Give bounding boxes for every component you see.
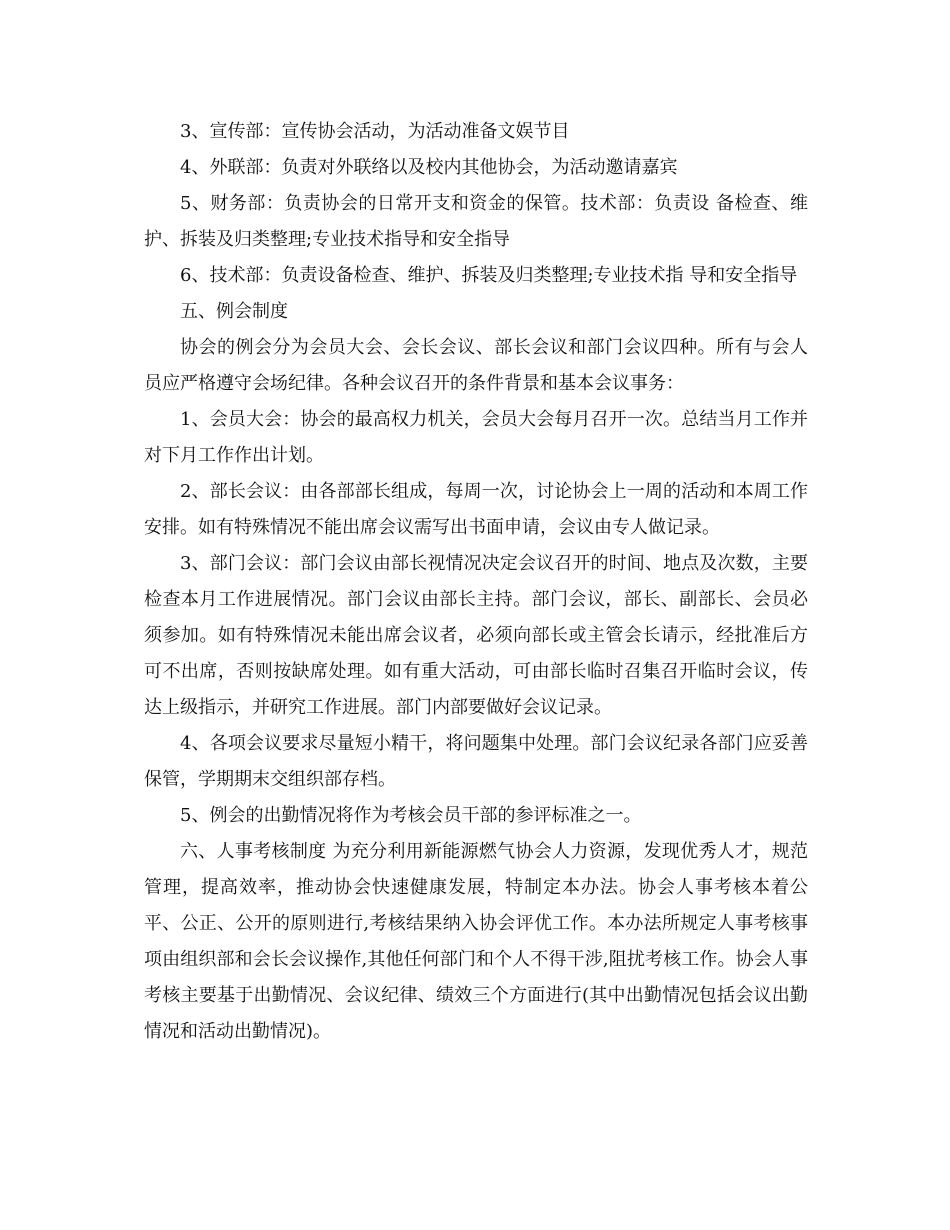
paragraph-publicity-dept: 3、宣传部：宣传协会活动，为活动准备文娱节目 [180, 121, 570, 142]
paragraph-external-relations-dept: 4、外联部：负责对外联络以及校内其他协会，为活动邀请嘉宾 [180, 157, 678, 178]
paragraph-finance-dept: 5、财务部：负责协会的日常开支和资金的保管。技术部：负责设 备检查、维护、拆装及归类整理;专业技术指导和安全指导 [144, 193, 808, 250]
paragraph-ministers-meeting: 2、部长会议：由各部部长组成，每周一次，讨论协会上一周的活动和本周工作安排。如有特殊情况不能出席会议需写出书面申请，会议由专人做记录。 [144, 481, 808, 538]
paragraph-general-assembly: 1、会员大会：协会的最高权力机关，会员大会每月召开一次。总结当月工作并对下月工作作出计划。 [144, 409, 808, 466]
paragraph-meeting-types: 协会的例会分为会员大会、会长会议、部长会议和部门会议四种。所有与会人员应严格遵守会场纪律。各种会议召开的条件背景和基本会议事务： [144, 337, 808, 394]
paragraph-technical-dept: 6、技术部：负责设备检查、维护、拆装及归类整理;专业技术指 导和安全指导 [180, 265, 798, 286]
paragraph-meeting-requirements: 4、各项会议要求尽量短小精干，将问题集中处理。部门会议纪录各部门应妥善保管，学期期末交组织部存档。 [144, 733, 808, 790]
section-heading-regular-meetings: 五、例会制度 [180, 301, 288, 322]
paragraph-department-meeting: 3、部门会议：部门会议由部长视情况决定会议召开的时间、地点及次数，主要检查本月工作进展情况。部门会议由部长主持。部门会议，部长、副部长、会员必须参加。如有特殊情况未能出席会议者，必须向部长或主管会长请示，经批准后方可不出席，否则按缺席处理。如有重大活动，可由部长临时召集召开临时会议，传达上级指示，并研究工作进展。部门内部要做好会议记录。 [144, 553, 808, 718]
document-body [144, 114, 808, 1050]
paragraph-personnel-assessment: 六、人事考核制度 为充分利用新能源燃气协会人力资源，发现优秀人才，规范管理，提高效率，推动协会快速健康发展，特制定本办法。协会人事考核本着公平、公正、公开的原则进行,考核结果纳入协会评优工作。本办法所规定人事考核事项由组织部和会长会议操作,其他任何部门和个人不得干涉,阻扰考核工作。协会人事考核主要基于出勤情况、会议纪律、绩效三个方面进行(其中出勤情况包括会议出勤情况和活动出勤情况)。 [144, 841, 808, 1042]
paragraph-attendance: 5、例会的出勤情况将作为考核会员干部的参评标准之一。 [180, 805, 642, 826]
